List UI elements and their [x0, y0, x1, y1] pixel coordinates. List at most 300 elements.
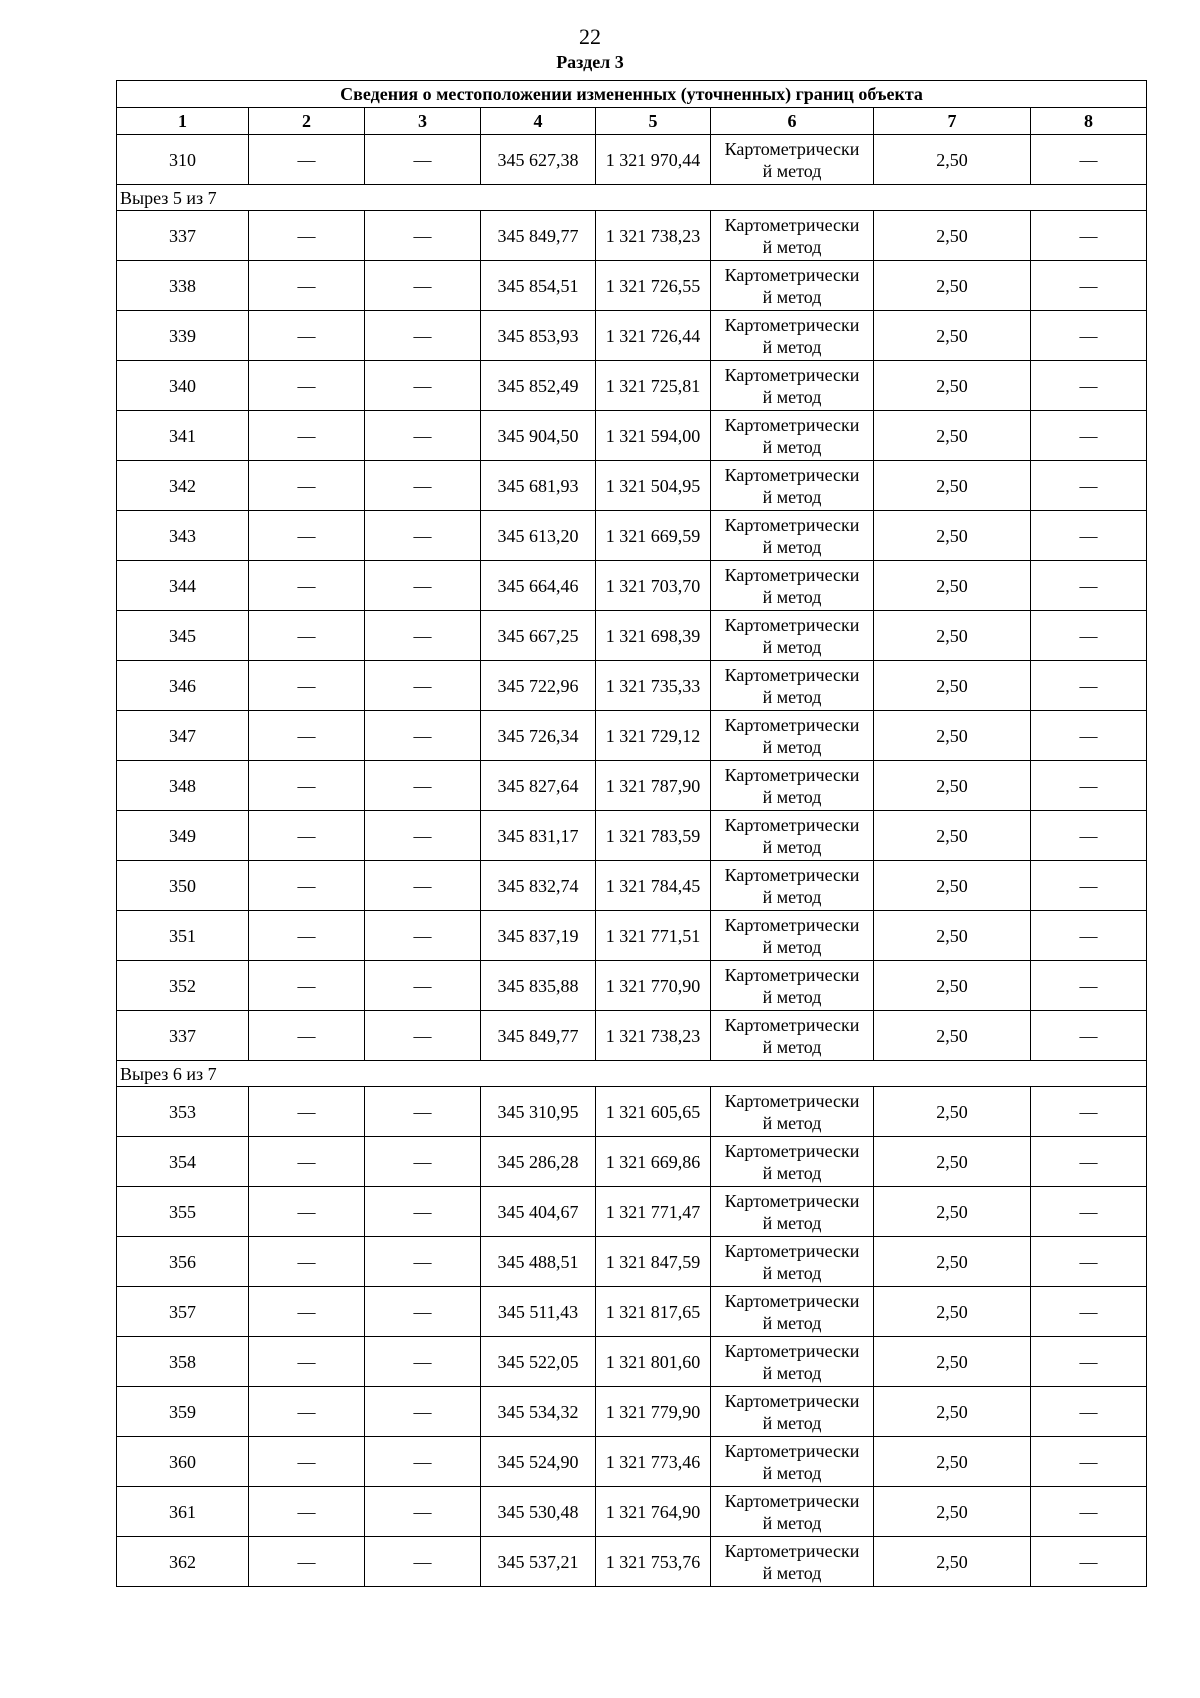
- point-number-cell: 342: [117, 461, 249, 511]
- col8-cell: —: [1031, 511, 1147, 561]
- method-text-line: Картометрически: [724, 1014, 860, 1035]
- point-number-cell: 351: [117, 911, 249, 961]
- col3-cell: —: [365, 1137, 481, 1187]
- col2-cell: —: [249, 1387, 365, 1437]
- x-coordinate-cell: 345 849,77: [481, 211, 596, 261]
- method-cell: [711, 1137, 874, 1187]
- table-row: [117, 461, 1147, 511]
- precision-cell: 2,50: [874, 511, 1031, 561]
- precision-cell: 2,50: [874, 461, 1031, 511]
- method-text-line: Картометрически: [724, 714, 860, 735]
- precision-cell: 2,50: [874, 1011, 1031, 1061]
- col8-cell: —: [1031, 261, 1147, 311]
- col8-cell: —: [1031, 1537, 1147, 1587]
- method-cell: [711, 1087, 874, 1137]
- col8-cell: —: [1031, 611, 1147, 661]
- col8-cell: —: [1031, 361, 1147, 411]
- precision-cell: 2,50: [874, 261, 1031, 311]
- col3-cell: —: [365, 1337, 481, 1387]
- section-label: Вырез 5 из 7: [117, 185, 1147, 211]
- col8-cell: —: [1031, 1187, 1147, 1237]
- method-text-line: й метод: [762, 1212, 822, 1233]
- point-number-cell: 341: [117, 411, 249, 461]
- table-row: [117, 311, 1147, 361]
- col3-cell: —: [365, 1387, 481, 1437]
- method-text-line: Картометрически: [724, 914, 860, 935]
- table-row: [117, 1437, 1147, 1487]
- col2-cell: —: [249, 711, 365, 761]
- table-row: [117, 135, 1147, 185]
- method-cell: [711, 911, 874, 961]
- table-row: [117, 861, 1147, 911]
- table-row: [117, 211, 1147, 261]
- precision-cell: 2,50: [874, 561, 1031, 611]
- point-number-cell: 337: [117, 1011, 249, 1061]
- point-number-cell: 358: [117, 1337, 249, 1387]
- x-coordinate-cell: 345 534,32: [481, 1387, 596, 1437]
- precision-cell: 2,50: [874, 1537, 1031, 1587]
- method-text-line: й метод: [762, 836, 822, 857]
- method-text-line: Картометрически: [724, 564, 860, 585]
- col2-cell: —: [249, 811, 365, 861]
- col8-cell: —: [1031, 911, 1147, 961]
- x-coordinate-cell: 345 404,67: [481, 1187, 596, 1237]
- col3-cell: —: [365, 1087, 481, 1137]
- col2-cell: —: [249, 911, 365, 961]
- section-row: [117, 1061, 1147, 1087]
- col8-cell: —: [1031, 1011, 1147, 1061]
- col2-cell: —: [249, 1137, 365, 1187]
- method-text-line: Картометрически: [724, 264, 860, 285]
- method-cell: [711, 811, 874, 861]
- col2-cell: —: [249, 311, 365, 361]
- method-cell: [711, 561, 874, 611]
- method-text-line: й метод: [762, 536, 822, 557]
- col3-cell: —: [365, 1487, 481, 1537]
- col8-cell: —: [1031, 711, 1147, 761]
- method-cell: [711, 1337, 874, 1387]
- x-coordinate-cell: 345 488,51: [481, 1237, 596, 1287]
- section-label: Вырез 6 из 7: [117, 1061, 1147, 1087]
- x-coordinate-cell: 345 853,93: [481, 311, 596, 361]
- precision-cell: 2,50: [874, 1487, 1031, 1537]
- y-coordinate-cell: 1 321 970,44: [596, 135, 711, 185]
- col2-cell: —: [249, 411, 365, 461]
- precision-cell: 2,50: [874, 1137, 1031, 1187]
- point-number-cell: 347: [117, 711, 249, 761]
- table-row: [117, 261, 1147, 311]
- method-text-line: й метод: [762, 1562, 822, 1583]
- y-coordinate-cell: 1 321 669,86: [596, 1137, 711, 1187]
- method-text-line: Картометрически: [724, 764, 860, 785]
- method-cell: [711, 1487, 874, 1537]
- y-coordinate-cell: 1 321 847,59: [596, 1237, 711, 1287]
- method-text-line: й метод: [762, 336, 822, 357]
- col8-cell: —: [1031, 961, 1147, 1011]
- y-coordinate-cell: 1 321 698,39: [596, 611, 711, 661]
- col3-cell: —: [365, 1187, 481, 1237]
- table-row: [117, 611, 1147, 661]
- x-coordinate-cell: 345 664,46: [481, 561, 596, 611]
- table-row: [117, 511, 1147, 561]
- method-cell: [711, 1011, 874, 1061]
- precision-cell: 2,50: [874, 1087, 1031, 1137]
- method-text-line: Картометрически: [724, 1140, 860, 1161]
- method-text-line: Картометрически: [724, 314, 860, 335]
- col8-cell: —: [1031, 1487, 1147, 1537]
- x-coordinate-cell: 345 613,20: [481, 511, 596, 561]
- method-text-line: Картометрически: [724, 964, 860, 985]
- col2-cell: —: [249, 1237, 365, 1287]
- col3-cell: —: [365, 261, 481, 311]
- method-cell: [711, 1187, 874, 1237]
- method-text-line: й метод: [762, 1412, 822, 1433]
- method-text-line: Картометрически: [724, 1490, 860, 1511]
- method-text-line: Картометрически: [724, 814, 860, 835]
- col8-cell: —: [1031, 1137, 1147, 1187]
- point-number-cell: 345: [117, 611, 249, 661]
- col2-cell: —: [249, 135, 365, 185]
- col2-cell: —: [249, 1087, 365, 1137]
- table-row: [117, 1011, 1147, 1061]
- col2-cell: —: [249, 1537, 365, 1587]
- col3-cell: —: [365, 1437, 481, 1487]
- col3-cell: —: [365, 811, 481, 861]
- point-number-cell: 348: [117, 761, 249, 811]
- table-row: [117, 661, 1147, 711]
- y-coordinate-cell: 1 321 801,60: [596, 1337, 711, 1387]
- method-text-line: Картометрически: [724, 138, 860, 159]
- method-text-line: Картометрически: [724, 514, 860, 535]
- section-row: [117, 185, 1147, 211]
- col8-cell: —: [1031, 861, 1147, 911]
- column-number: 8: [1031, 108, 1147, 135]
- col8-cell: —: [1031, 135, 1147, 185]
- x-coordinate-cell: 345 522,05: [481, 1337, 596, 1387]
- x-coordinate-cell: 345 904,50: [481, 411, 596, 461]
- method-text-line: й метод: [762, 486, 822, 507]
- method-cell: [711, 311, 874, 361]
- precision-cell: 2,50: [874, 1187, 1031, 1237]
- y-coordinate-cell: 1 321 605,65: [596, 1087, 711, 1137]
- method-text-line: Картометрически: [724, 1540, 860, 1561]
- method-text-line: Картометрически: [724, 1240, 860, 1261]
- col8-cell: —: [1031, 311, 1147, 361]
- table-row: [117, 811, 1147, 861]
- col8-cell: —: [1031, 411, 1147, 461]
- table-row: [117, 1337, 1147, 1387]
- point-number-cell: 362: [117, 1537, 249, 1587]
- method-cell: [711, 135, 874, 185]
- method-text-line: Картометрически: [724, 414, 860, 435]
- column-number: 1: [117, 108, 249, 135]
- col3-cell: —: [365, 411, 481, 461]
- method-text-line: й метод: [762, 286, 822, 307]
- precision-cell: 2,50: [874, 1337, 1031, 1387]
- method-text-line: й метод: [762, 236, 822, 257]
- method-text-line: й метод: [762, 1162, 822, 1183]
- col2-cell: —: [249, 1187, 365, 1237]
- precision-cell: 2,50: [874, 661, 1031, 711]
- col3-cell: —: [365, 661, 481, 711]
- method-text-line: й метод: [762, 1362, 822, 1383]
- point-number-cell: 357: [117, 1287, 249, 1337]
- point-number-cell: 356: [117, 1237, 249, 1287]
- y-coordinate-cell: 1 321 738,23: [596, 1011, 711, 1061]
- column-number: 4: [481, 108, 596, 135]
- method-cell: [711, 611, 874, 661]
- y-coordinate-cell: 1 321 753,76: [596, 1537, 711, 1587]
- y-coordinate-cell: 1 321 771,47: [596, 1187, 711, 1237]
- x-coordinate-cell: 345 849,77: [481, 1011, 596, 1061]
- method-text-line: Картометрически: [724, 214, 860, 235]
- method-cell: [711, 261, 874, 311]
- table-title: Сведения о местоположении измененных (уточненных) границ объекта: [117, 81, 1147, 108]
- precision-cell: 2,50: [874, 211, 1031, 261]
- x-coordinate-cell: 345 827,64: [481, 761, 596, 811]
- x-coordinate-cell: 345 530,48: [481, 1487, 596, 1537]
- method-text-line: Картометрически: [724, 1390, 860, 1411]
- point-number-cell: 346: [117, 661, 249, 711]
- precision-cell: 2,50: [874, 1387, 1031, 1437]
- y-coordinate-cell: 1 321 725,81: [596, 361, 711, 411]
- col3-cell: —: [365, 961, 481, 1011]
- precision-cell: 2,50: [874, 411, 1031, 461]
- precision-cell: 2,50: [874, 1287, 1031, 1337]
- column-number: 7: [874, 108, 1031, 135]
- column-number-row: [117, 108, 1147, 135]
- col2-cell: —: [249, 361, 365, 411]
- x-coordinate-cell: 345 627,38: [481, 135, 596, 185]
- col3-cell: —: [365, 311, 481, 361]
- col2-cell: —: [249, 1011, 365, 1061]
- method-text-line: Картометрически: [724, 1090, 860, 1111]
- x-coordinate-cell: 345 726,34: [481, 711, 596, 761]
- y-coordinate-cell: 1 321 773,46: [596, 1437, 711, 1487]
- x-coordinate-cell: 345 681,93: [481, 461, 596, 511]
- y-coordinate-cell: 1 321 726,44: [596, 311, 711, 361]
- point-number-cell: 340: [117, 361, 249, 411]
- col8-cell: —: [1031, 1237, 1147, 1287]
- col2-cell: —: [249, 561, 365, 611]
- method-cell: [711, 711, 874, 761]
- precision-cell: 2,50: [874, 811, 1031, 861]
- x-coordinate-cell: 345 852,49: [481, 361, 596, 411]
- method-text-line: Картометрически: [724, 664, 860, 685]
- col3-cell: —: [365, 461, 481, 511]
- col2-cell: —: [249, 1437, 365, 1487]
- table-row: [117, 1087, 1147, 1137]
- point-number-cell: 355: [117, 1187, 249, 1237]
- point-number-cell: 310: [117, 135, 249, 185]
- x-coordinate-cell: 345 286,28: [481, 1137, 596, 1187]
- precision-cell: 2,50: [874, 135, 1031, 185]
- method-text-line: й метод: [762, 736, 822, 757]
- y-coordinate-cell: 1 321 669,59: [596, 511, 711, 561]
- x-coordinate-cell: 345 832,74: [481, 861, 596, 911]
- page-number: 22: [579, 24, 601, 49]
- method-text-line: й метод: [762, 1312, 822, 1333]
- y-coordinate-cell: 1 321 784,45: [596, 861, 711, 911]
- method-text-line: й метод: [762, 1112, 822, 1133]
- x-coordinate-cell: 345 837,19: [481, 911, 596, 961]
- col8-cell: —: [1031, 1387, 1147, 1437]
- method-cell: [711, 1437, 874, 1487]
- table-row: [117, 711, 1147, 761]
- method-text-line: й метод: [762, 1036, 822, 1057]
- x-coordinate-cell: 345 722,96: [481, 661, 596, 711]
- method-text-line: й метод: [762, 686, 822, 707]
- y-coordinate-cell: 1 321 729,12: [596, 711, 711, 761]
- method-cell: [711, 211, 874, 261]
- col3-cell: —: [365, 211, 481, 261]
- col3-cell: —: [365, 561, 481, 611]
- method-text-line: Картометрически: [724, 364, 860, 385]
- method-cell: [711, 411, 874, 461]
- method-text-line: Картометрически: [724, 1440, 860, 1461]
- precision-cell: 2,50: [874, 711, 1031, 761]
- point-number-cell: 338: [117, 261, 249, 311]
- method-cell: [711, 761, 874, 811]
- col3-cell: —: [365, 761, 481, 811]
- col3-cell: —: [365, 1537, 481, 1587]
- col8-cell: —: [1031, 1337, 1147, 1387]
- method-text-line: Картометрически: [724, 1290, 860, 1311]
- method-text-line: Картометрически: [724, 614, 860, 635]
- y-coordinate-cell: 1 321 770,90: [596, 961, 711, 1011]
- method-text-line: Картометрически: [724, 864, 860, 885]
- point-number-cell: 349: [117, 811, 249, 861]
- method-text-line: й метод: [762, 160, 822, 181]
- boundary-coordinates-table: [116, 80, 1147, 1587]
- y-coordinate-cell: 1 321 703,70: [596, 561, 711, 611]
- table-row: [117, 911, 1147, 961]
- x-coordinate-cell: 345 524,90: [481, 1437, 596, 1487]
- precision-cell: 2,50: [874, 311, 1031, 361]
- x-coordinate-cell: 345 835,88: [481, 961, 596, 1011]
- method-text-line: й метод: [762, 1262, 822, 1283]
- col2-cell: —: [249, 661, 365, 711]
- y-coordinate-cell: 1 321 787,90: [596, 761, 711, 811]
- x-coordinate-cell: 345 310,95: [481, 1087, 596, 1137]
- y-coordinate-cell: 1 321 771,51: [596, 911, 711, 961]
- col2-cell: —: [249, 261, 365, 311]
- table-title-row: [117, 81, 1147, 108]
- point-number-cell: 350: [117, 861, 249, 911]
- method-text-line: й метод: [762, 586, 822, 607]
- precision-cell: 2,50: [874, 911, 1031, 961]
- precision-cell: 2,50: [874, 861, 1031, 911]
- method-text-line: й метод: [762, 436, 822, 457]
- table-row: [117, 1137, 1147, 1187]
- method-text-line: й метод: [762, 386, 822, 407]
- method-text-line: Картометрически: [724, 1190, 860, 1211]
- method-cell: [711, 1287, 874, 1337]
- precision-cell: 2,50: [874, 761, 1031, 811]
- column-number: 3: [365, 108, 481, 135]
- method-cell: [711, 1237, 874, 1287]
- y-coordinate-cell: 1 321 594,00: [596, 411, 711, 461]
- col3-cell: —: [365, 1011, 481, 1061]
- col2-cell: —: [249, 511, 365, 561]
- point-number-cell: 352: [117, 961, 249, 1011]
- table-row: [117, 561, 1147, 611]
- table-row: [117, 961, 1147, 1011]
- col8-cell: —: [1031, 561, 1147, 611]
- point-number-cell: 359: [117, 1387, 249, 1437]
- y-coordinate-cell: 1 321 764,90: [596, 1487, 711, 1537]
- table-row: [117, 1487, 1147, 1537]
- y-coordinate-cell: 1 321 779,90: [596, 1387, 711, 1437]
- method-cell: [711, 861, 874, 911]
- table-row: [117, 1237, 1147, 1287]
- method-text-line: й метод: [762, 986, 822, 1007]
- method-text-line: Картометрически: [724, 464, 860, 485]
- precision-cell: 2,50: [874, 611, 1031, 661]
- col3-cell: —: [365, 361, 481, 411]
- method-text-line: й метод: [762, 936, 822, 957]
- col2-cell: —: [249, 211, 365, 261]
- col3-cell: —: [365, 511, 481, 561]
- y-coordinate-cell: 1 321 738,23: [596, 211, 711, 261]
- col2-cell: —: [249, 861, 365, 911]
- method-text-line: й метод: [762, 1462, 822, 1483]
- point-number-cell: 339: [117, 311, 249, 361]
- point-number-cell: 361: [117, 1487, 249, 1537]
- table-row: [117, 1287, 1147, 1337]
- col8-cell: —: [1031, 811, 1147, 861]
- table-row: [117, 1387, 1147, 1437]
- col3-cell: —: [365, 1287, 481, 1337]
- column-number: 6: [711, 108, 874, 135]
- col3-cell: —: [365, 1237, 481, 1287]
- col8-cell: —: [1031, 1087, 1147, 1137]
- col2-cell: —: [249, 961, 365, 1011]
- method-text-line: й метод: [762, 1512, 822, 1533]
- table-row: [117, 1537, 1147, 1587]
- method-text-line: й метод: [762, 786, 822, 807]
- method-text-line: й метод: [762, 886, 822, 907]
- col8-cell: —: [1031, 761, 1147, 811]
- precision-cell: 2,50: [874, 961, 1031, 1011]
- point-number-cell: 344: [117, 561, 249, 611]
- col2-cell: —: [249, 611, 365, 661]
- method-cell: [711, 1537, 874, 1587]
- y-coordinate-cell: 1 321 504,95: [596, 461, 711, 511]
- table-row: [117, 361, 1147, 411]
- y-coordinate-cell: 1 321 783,59: [596, 811, 711, 861]
- col3-cell: —: [365, 861, 481, 911]
- table-body: [117, 135, 1147, 1587]
- x-coordinate-cell: 345 537,21: [481, 1537, 596, 1587]
- col2-cell: —: [249, 761, 365, 811]
- method-text-line: й метод: [762, 636, 822, 657]
- col2-cell: —: [249, 461, 365, 511]
- method-cell: [711, 1387, 874, 1437]
- point-number-cell: 360: [117, 1437, 249, 1487]
- x-coordinate-cell: 345 667,25: [481, 611, 596, 661]
- precision-cell: 2,50: [874, 1237, 1031, 1287]
- table-row: [117, 411, 1147, 461]
- precision-cell: 2,50: [874, 1437, 1031, 1487]
- col8-cell: —: [1031, 1287, 1147, 1337]
- method-cell: [711, 361, 874, 411]
- col8-cell: —: [1031, 211, 1147, 261]
- x-coordinate-cell: 345 831,17: [481, 811, 596, 861]
- method-text-line: Картометрически: [724, 1340, 860, 1361]
- y-coordinate-cell: 1 321 735,33: [596, 661, 711, 711]
- col3-cell: —: [365, 135, 481, 185]
